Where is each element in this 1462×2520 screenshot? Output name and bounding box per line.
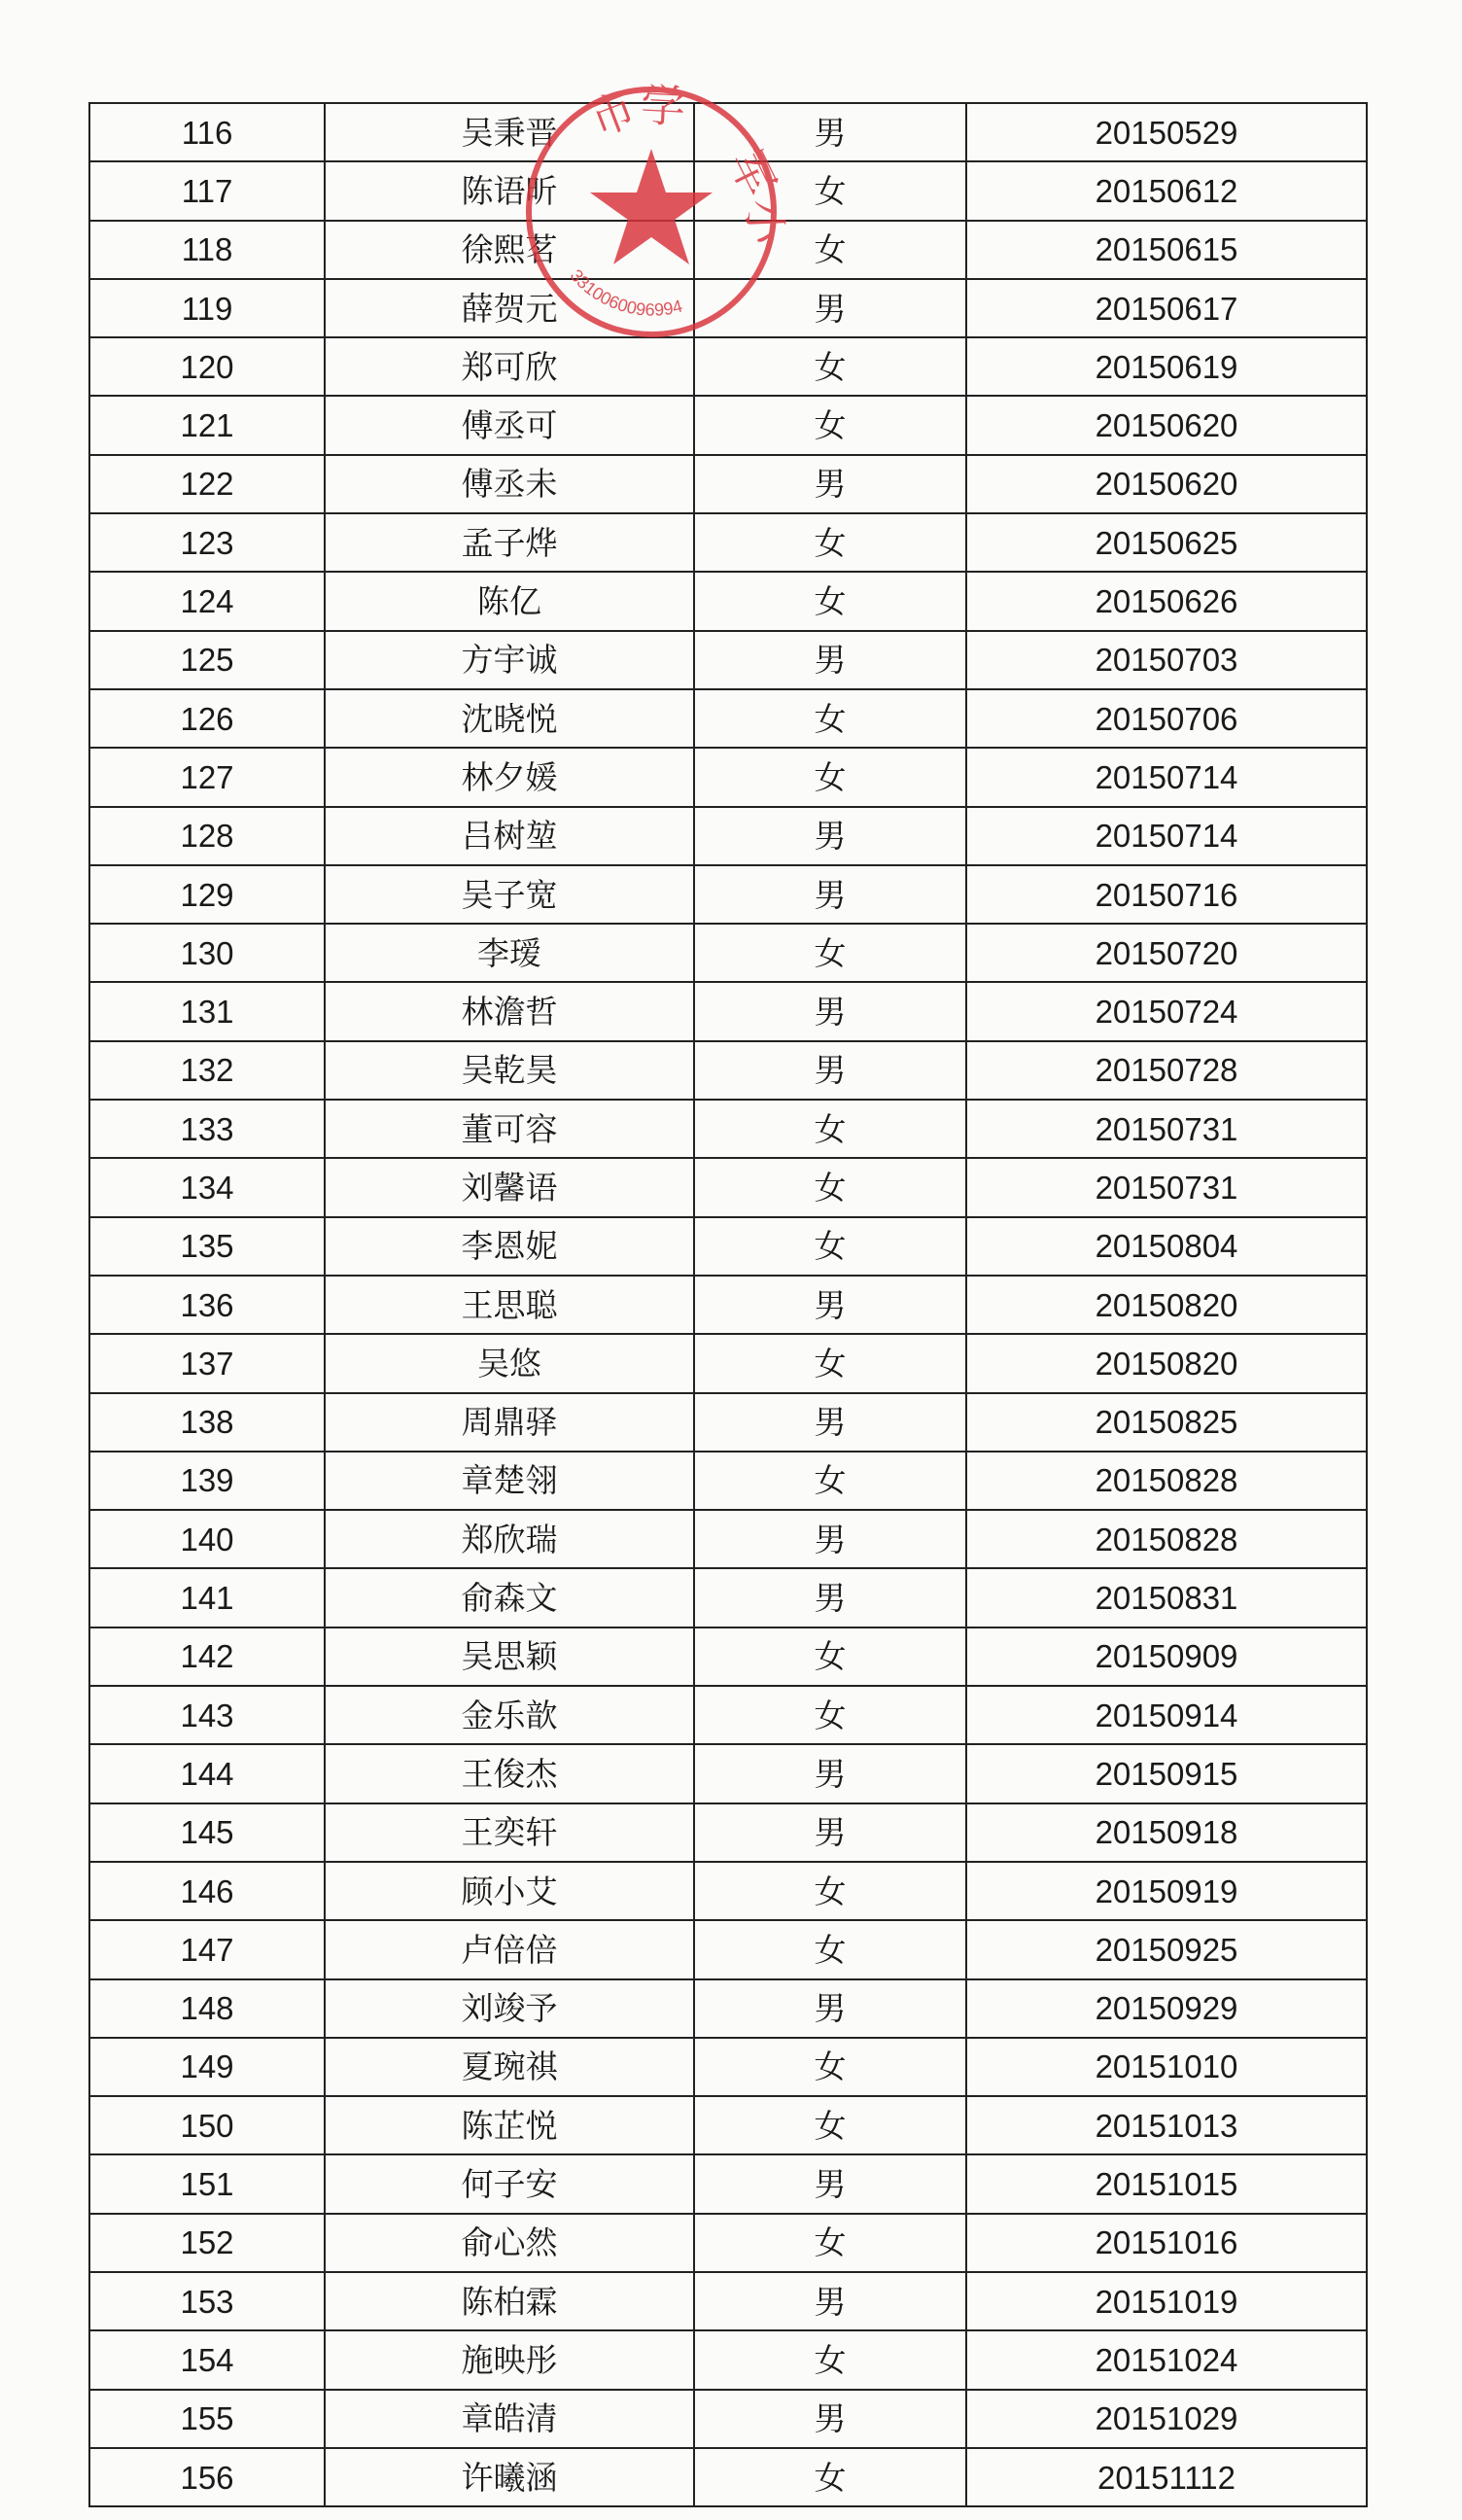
student-name-cell: 吕树堃 <box>325 807 694 865</box>
student-name-cell: 沈晓悦 <box>325 689 694 748</box>
table-row <box>89 1334 1367 1392</box>
birth-date-cell: 20150720 <box>966 924 1367 982</box>
gender-cell: 男 <box>694 1041 966 1100</box>
student-roster-table <box>88 102 1368 2507</box>
birth-date-cell: 20150619 <box>966 337 1367 396</box>
table-row <box>89 2096 1367 2154</box>
student-name-cell: 卢倍倍 <box>325 1920 694 1978</box>
gender-cell: 女 <box>694 1100 966 1158</box>
birth-date-cell: 20150714 <box>966 807 1367 865</box>
birth-date-cell: 20150820 <box>966 1276 1367 1334</box>
birth-date-cell: 20150703 <box>966 631 1367 689</box>
birth-date-cell: 20150529 <box>966 103 1367 161</box>
birth-date-cell: 20150925 <box>966 1920 1367 1978</box>
table-row <box>89 1686 1367 1744</box>
birth-date-cell: 20150626 <box>966 572 1367 630</box>
birth-date-cell: 20150716 <box>966 865 1367 924</box>
birth-date-cell: 20150620 <box>966 455 1367 513</box>
gender-cell: 男 <box>694 103 966 161</box>
student-name-cell: 陈语昕 <box>325 161 694 220</box>
seal-text-right: 军小 <box>718 140 792 246</box>
table-row <box>89 2154 1367 2213</box>
row-number-cell: 118 <box>89 221 325 279</box>
table-row <box>89 982 1367 1040</box>
row-number-cell: 129 <box>89 865 325 924</box>
student-name-cell: 傅丞可 <box>325 396 694 454</box>
table-row <box>89 2214 1367 2272</box>
row-number-cell: 150 <box>89 2096 325 2154</box>
table-row <box>89 1158 1367 1216</box>
row-number-cell: 151 <box>89 2154 325 2213</box>
birth-date-cell: 20150714 <box>966 748 1367 806</box>
row-number-cell: 152 <box>89 2214 325 2272</box>
birth-date-cell: 20150612 <box>966 161 1367 220</box>
row-number-cell: 147 <box>89 1920 325 1978</box>
row-number-cell: 117 <box>89 161 325 220</box>
row-number-cell: 135 <box>89 1217 325 1276</box>
student-name-cell: 吴乾昊 <box>325 1041 694 1100</box>
birth-date-cell: 20150918 <box>966 1803 1367 1862</box>
student-name-cell: 李瑷 <box>325 924 694 982</box>
row-number-cell: 145 <box>89 1803 325 1862</box>
gender-cell: 女 <box>694 161 966 220</box>
gender-cell: 女 <box>694 513 966 572</box>
row-number-cell: 121 <box>89 396 325 454</box>
row-number-cell: 153 <box>89 2272 325 2330</box>
student-name-cell: 徐熙茗 <box>325 221 694 279</box>
table-row <box>89 1217 1367 1276</box>
seal-text-top: 市学 <box>582 78 687 147</box>
table-row <box>89 924 1367 982</box>
student-name-cell: 李恩妮 <box>325 1217 694 1276</box>
student-name-cell: 董可容 <box>325 1100 694 1158</box>
gender-cell: 女 <box>694 572 966 630</box>
gender-cell: 男 <box>694 1568 966 1627</box>
birth-date-cell: 20151016 <box>966 2214 1367 2272</box>
table-row <box>89 2448 1367 2506</box>
table-row <box>89 631 1367 689</box>
table-row <box>89 689 1367 748</box>
student-name-cell: 王奕轩 <box>325 1803 694 1862</box>
table-row <box>89 748 1367 806</box>
student-name-cell: 薛贺元 <box>325 279 694 337</box>
row-number-cell: 127 <box>89 748 325 806</box>
row-number-cell: 146 <box>89 1862 325 1920</box>
gender-cell: 女 <box>694 689 966 748</box>
gender-cell: 女 <box>694 924 966 982</box>
birth-date-cell: 20150617 <box>966 279 1367 337</box>
row-number-cell: 132 <box>89 1041 325 1100</box>
row-number-cell: 149 <box>89 2038 325 2096</box>
birth-date-cell: 20150731 <box>966 1158 1367 1216</box>
row-number-cell: 156 <box>89 2448 325 2506</box>
row-number-cell: 144 <box>89 1744 325 1802</box>
student-name-cell: 何子安 <box>325 2154 694 2213</box>
student-name-cell: 刘竣予 <box>325 1979 694 2038</box>
table-row <box>89 1510 1367 1568</box>
table-row <box>89 1041 1367 1100</box>
row-number-cell: 120 <box>89 337 325 396</box>
gender-cell: 男 <box>694 1744 966 1802</box>
gender-cell: 男 <box>694 455 966 513</box>
student-name-cell: 许曦涵 <box>325 2448 694 2506</box>
row-number-cell: 140 <box>89 1510 325 1568</box>
table-row <box>89 572 1367 630</box>
gender-cell: 男 <box>694 1510 966 1568</box>
birth-date-cell: 20150706 <box>966 689 1367 748</box>
row-number-cell: 125 <box>89 631 325 689</box>
student-name-cell: 章楚翎 <box>325 1452 694 1510</box>
student-name-cell: 刘馨语 <box>325 1158 694 1216</box>
gender-cell: 男 <box>694 2272 966 2330</box>
gender-cell: 男 <box>694 807 966 865</box>
gender-cell: 男 <box>694 631 966 689</box>
gender-cell: 女 <box>694 2448 966 2506</box>
student-name-cell: 章皓清 <box>325 2390 694 2448</box>
gender-cell: 女 <box>694 1862 966 1920</box>
birth-date-cell: 20151029 <box>966 2390 1367 2448</box>
birth-date-cell: 20150820 <box>966 1334 1367 1392</box>
gender-cell: 女 <box>694 1920 966 1978</box>
row-number-cell: 130 <box>89 924 325 982</box>
student-name-cell: 孟子烨 <box>325 513 694 572</box>
gender-cell: 男 <box>694 279 966 337</box>
student-name-cell: 林夕媛 <box>325 748 694 806</box>
table-row <box>89 1452 1367 1510</box>
student-name-cell: 金乐歆 <box>325 1686 694 1744</box>
row-number-cell: 143 <box>89 1686 325 1744</box>
student-name-cell: 俞森文 <box>325 1568 694 1627</box>
student-name-cell: 吴秉晋 <box>325 103 694 161</box>
table-row <box>89 396 1367 454</box>
table-row <box>89 1100 1367 1158</box>
gender-cell: 女 <box>694 2096 966 2154</box>
birth-date-cell: 20151019 <box>966 2272 1367 2330</box>
gender-cell: 女 <box>694 2214 966 2272</box>
gender-cell: 男 <box>694 2154 966 2213</box>
student-name-cell: 陈柏霖 <box>325 2272 694 2330</box>
row-number-cell: 131 <box>89 982 325 1040</box>
gender-cell: 女 <box>694 1334 966 1392</box>
table-row <box>89 1803 1367 1862</box>
gender-cell: 男 <box>694 2390 966 2448</box>
gender-cell: 男 <box>694 1979 966 2038</box>
gender-cell: 男 <box>694 1276 966 1334</box>
table-row <box>89 1568 1367 1627</box>
gender-cell: 女 <box>694 1158 966 1216</box>
student-name-cell: 陈亿 <box>325 572 694 630</box>
gender-cell: 女 <box>694 221 966 279</box>
seal-code: 3310060096994 <box>566 265 685 320</box>
birth-date-cell: 20150831 <box>966 1568 1367 1627</box>
student-name-cell: 顾小艾 <box>325 1862 694 1920</box>
table-row <box>89 103 1367 161</box>
student-name-cell: 方宇诚 <box>325 631 694 689</box>
row-number-cell: 155 <box>89 2390 325 2448</box>
row-number-cell: 137 <box>89 1334 325 1392</box>
table-row <box>89 1862 1367 1920</box>
birth-date-cell: 20150909 <box>966 1628 1367 1686</box>
birth-date-cell: 20150919 <box>966 1862 1367 1920</box>
student-name-cell: 吴悠 <box>325 1334 694 1392</box>
birth-date-cell: 20150828 <box>966 1510 1367 1568</box>
row-number-cell: 148 <box>89 1979 325 2038</box>
gender-cell: 女 <box>694 337 966 396</box>
row-number-cell: 116 <box>89 103 325 161</box>
birth-date-cell: 20151112 <box>966 2448 1367 2506</box>
table-row <box>89 455 1367 513</box>
row-number-cell: 139 <box>89 1452 325 1510</box>
row-number-cell: 133 <box>89 1100 325 1158</box>
student-name-cell: 陈芷悦 <box>325 2096 694 2154</box>
birth-date-cell: 20150625 <box>966 513 1367 572</box>
table-row <box>89 1393 1367 1452</box>
table-row <box>89 1276 1367 1334</box>
birth-date-cell: 20150728 <box>966 1041 1367 1100</box>
gender-cell: 女 <box>694 1452 966 1510</box>
table-row <box>89 2038 1367 2096</box>
gender-cell: 男 <box>694 865 966 924</box>
birth-date-cell: 20150804 <box>966 1217 1367 1276</box>
table-row <box>89 1920 1367 1978</box>
birth-date-cell: 20151013 <box>966 2096 1367 2154</box>
row-number-cell: 122 <box>89 455 325 513</box>
row-number-cell: 136 <box>89 1276 325 1334</box>
row-number-cell: 124 <box>89 572 325 630</box>
gender-cell: 男 <box>694 1393 966 1452</box>
gender-cell: 男 <box>694 982 966 1040</box>
table-row <box>89 1744 1367 1802</box>
birth-date-cell: 20151015 <box>966 2154 1367 2213</box>
student-name-cell: 林澹哲 <box>325 982 694 1040</box>
student-name-cell: 王俊杰 <box>325 1744 694 1802</box>
row-number-cell: 123 <box>89 513 325 572</box>
row-number-cell: 154 <box>89 2330 325 2389</box>
gender-cell: 女 <box>694 1628 966 1686</box>
row-number-cell: 119 <box>89 279 325 337</box>
student-name-cell: 吴思颖 <box>325 1628 694 1686</box>
row-number-cell: 126 <box>89 689 325 748</box>
birth-date-cell: 20150929 <box>966 1979 1367 2038</box>
table-row <box>89 2272 1367 2330</box>
table-row <box>89 865 1367 924</box>
birth-date-cell: 20150914 <box>966 1686 1367 1744</box>
row-number-cell: 128 <box>89 807 325 865</box>
birth-date-cell: 20150724 <box>966 982 1367 1040</box>
row-number-cell: 134 <box>89 1158 325 1216</box>
table-row <box>89 807 1367 865</box>
birth-date-cell: 20150731 <box>966 1100 1367 1158</box>
birth-date-cell: 20150620 <box>966 396 1367 454</box>
birth-date-cell: 20150915 <box>966 1744 1367 1802</box>
gender-cell: 女 <box>694 396 966 454</box>
birth-date-cell: 20151010 <box>966 2038 1367 2096</box>
gender-cell: 女 <box>694 2330 966 2389</box>
row-number-cell: 142 <box>89 1628 325 1686</box>
table-row <box>89 1628 1367 1686</box>
student-name-cell: 郑可欣 <box>325 337 694 396</box>
table-row <box>89 2330 1367 2389</box>
student-name-cell: 夏琬祺 <box>325 2038 694 2096</box>
row-number-cell: 138 <box>89 1393 325 1452</box>
student-name-cell: 俞心然 <box>325 2214 694 2272</box>
gender-cell: 女 <box>694 1217 966 1276</box>
gender-cell: 女 <box>694 1686 966 1744</box>
row-number-cell: 141 <box>89 1568 325 1627</box>
roster-body <box>89 103 1367 2506</box>
gender-cell: 女 <box>694 748 966 806</box>
table-row <box>89 221 1367 279</box>
birth-date-cell: 20150825 <box>966 1393 1367 1452</box>
student-name-cell: 郑欣瑞 <box>325 1510 694 1568</box>
student-name-cell: 吴子宽 <box>325 865 694 924</box>
gender-cell: 男 <box>694 1803 966 1862</box>
table-row <box>89 337 1367 396</box>
table-row <box>89 279 1367 337</box>
student-name-cell: 王思聪 <box>325 1276 694 1334</box>
birth-date-cell: 20151024 <box>966 2330 1367 2389</box>
table-row <box>89 2390 1367 2448</box>
gender-cell: 女 <box>694 2038 966 2096</box>
table-row <box>89 1979 1367 2038</box>
student-name-cell: 傅丞未 <box>325 455 694 513</box>
student-name-cell: 施映彤 <box>325 2330 694 2389</box>
table-row <box>89 513 1367 572</box>
birth-date-cell: 20150615 <box>966 221 1367 279</box>
table-row <box>89 161 1367 220</box>
birth-date-cell: 20150828 <box>966 1452 1367 1510</box>
student-name-cell: 周鼎驿 <box>325 1393 694 1452</box>
